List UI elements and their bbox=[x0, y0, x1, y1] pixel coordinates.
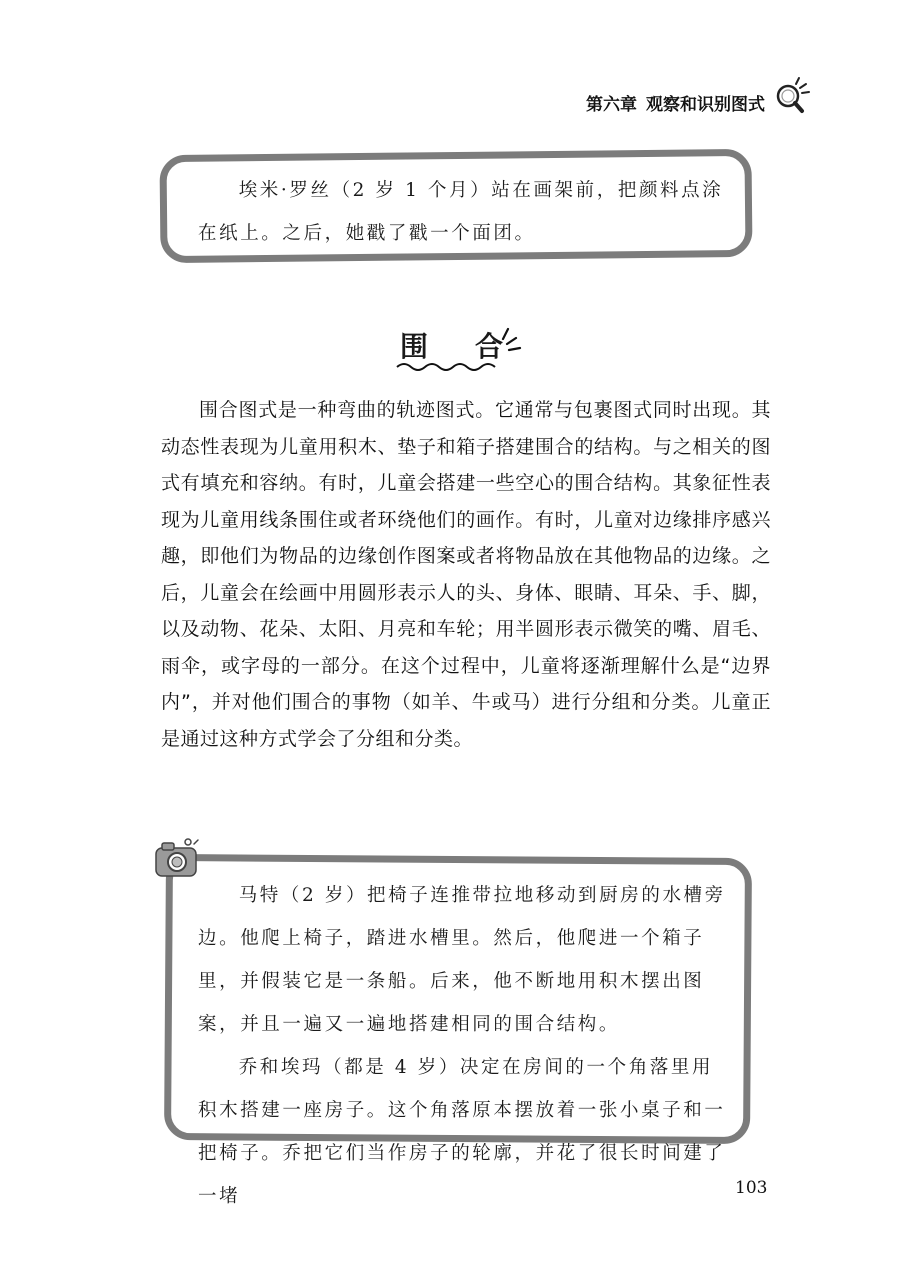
magnifier-icon bbox=[772, 74, 812, 118]
story-paragraph: 马特（2 岁）把椅子连推带拉地移动到厨房的水槽旁边。他爬上椅子，踏进水槽里。然后，他爬进一个箱子里，并假装它是一条船。后来，他不断地用积木摆出图案，并且一遍又一遍地搭建相同的围合结构。 bbox=[198, 885, 726, 1035]
wave-underline-icon bbox=[395, 325, 525, 375]
story-box-1-text bbox=[198, 169, 738, 255]
page-number: 103 bbox=[735, 1178, 768, 1198]
running-header bbox=[560, 86, 810, 116]
section-heading bbox=[395, 325, 525, 375]
chapter-label: 第六章 bbox=[586, 95, 637, 115]
section-title-char-2: 合 bbox=[475, 330, 504, 363]
story-paragraph: 乔和埃玛（都是 4 岁）决定在房间的一个角落里用积木搭建一座房子。这个角落原本摆放着一张小桌子和一把椅子。乔把它们当作房子的轮廓，并花了很长时间建了一堵 bbox=[198, 1057, 726, 1207]
section-body bbox=[161, 392, 771, 757]
story-paragraph: 埃米·罗丝（2 岁 1 个月）站在画架前，把颜料点涂在纸上。之后，她戳了戳一个面团。 bbox=[198, 180, 724, 244]
section-title-char-1: 围 bbox=[400, 330, 429, 363]
story-box-2-text bbox=[198, 874, 732, 1218]
body-paragraph: 围合图式是一种弯曲的轨迹图式。它通常与包裹图式同时出现。其动态性表现为儿童用积木、垫子和箱子搭建围合的结构。与之相关的图式有填充和容纳。有时，儿童会搭建一些空心的围合结构。其象征性表现为儿童用线条围住或者环绕他们的画作。有时，儿童对边缘排序感兴趣，即他们为物品的边缘创作图案或者将物品放在其他物品的边缘。之后，儿童会在绘画中用圆形表示人的头、身体、眼睛、耳朵、手、脚，以及动物、花朵、太阳、月亮和车轮；用半圆形表示微笑的嘴、眉毛、雨伞，或字母的一部分。在这个过程中，儿童将逐渐理解什么是“边界内”，并对他们围合的事物（如羊、牛或马）进行分组和分类。儿童正是通过这种方式学会了分组和分类。 bbox=[161, 399, 771, 750]
chapter-title: 观察和识别图式 bbox=[646, 95, 765, 115]
